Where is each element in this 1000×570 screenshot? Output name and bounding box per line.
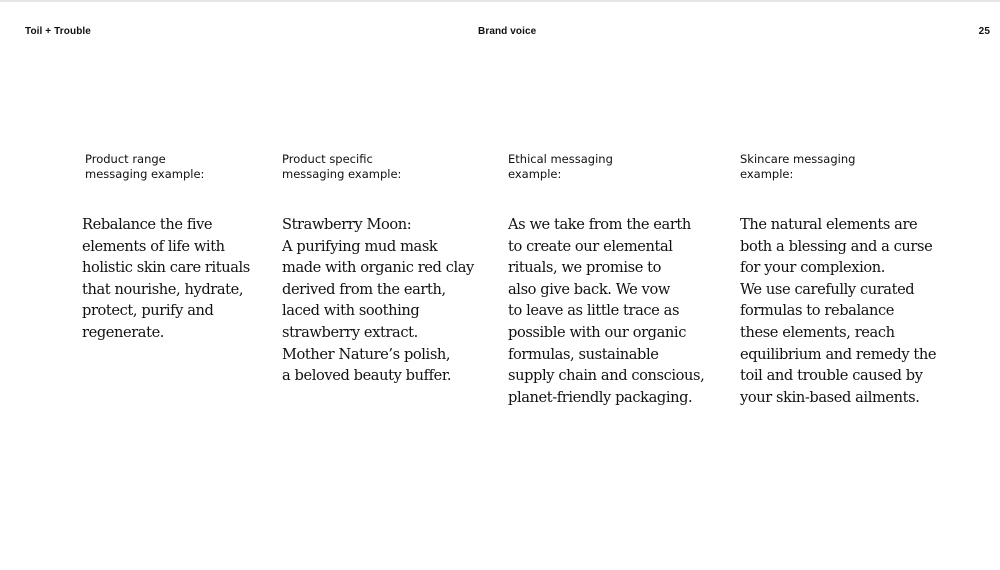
body-line: your skin-based ailments. [740,388,920,406]
body-line: regenerate. [82,323,165,341]
body-line: for your complexion. [740,259,886,277]
body-line: laced with soothing [282,302,420,320]
body-line: protect, purify and [82,302,214,320]
column-body [282,214,474,387]
body-line: As we take from the earth [508,216,691,233]
column-label [740,152,855,192]
label-line: Product range [85,152,166,166]
section-title: Brand voice [478,26,537,37]
body-line: planet-friendly packaging. [508,388,693,406]
column-label [85,152,204,192]
messaging-column-product-range [82,152,250,341]
body-line: formulas, sustainable [508,345,659,363]
body-line: a beloved beauty buffer. [282,367,452,385]
body-line: both a blessing and a curse [740,237,933,255]
label-line: Ethical messaging [508,152,613,166]
body-line: We use carefully curated [740,280,915,298]
messaging-column-ethical [508,152,705,406]
label-line: messaging example: [85,167,205,181]
label-line: Skincare messaging [740,152,856,166]
body-line: made with organic red clay [282,259,474,277]
body-line: also give back. We vow [508,280,670,298]
label-line: example: [508,167,562,181]
body-line: Strawberry Moon: [282,216,412,233]
brand-name: Toil + Trouble [25,26,91,37]
body-line: to leave as little trace as [508,302,680,320]
body-line: strawberry extract. [282,323,418,341]
body-line: elements of life with [82,237,225,255]
column-body [508,214,704,408]
body-line: holistic skin care rituals [82,259,250,277]
page-number: 25 [978,26,990,37]
messaging-column-skincare [740,152,937,406]
body-line: rituals, we promise to [508,259,662,277]
body-line: these elements, reach [740,323,895,341]
column-label [508,152,613,192]
body-line: equilibrium and remedy the [740,345,937,363]
messaging-column-product-specific [282,152,474,385]
body-line: to create our elemental [508,237,673,255]
body-line: formulas to rebalance [740,302,895,320]
column-body [740,214,936,408]
body-line: that nourishe, hydrate, [82,280,244,298]
column-label [282,152,401,192]
label-line: Product specific [282,152,373,166]
column-body [82,214,250,344]
body-line: Mother Nature’s polish, [282,345,451,363]
body-line: Rebalance the five [82,216,213,233]
body-line: A purifying mud mask [282,237,438,255]
body-line: toil and trouble caused by [740,367,923,385]
label-line: example: [740,167,794,181]
body-line: derived from the earth, [282,280,446,298]
top-divider [0,0,1000,2]
body-line: possible with our organic [508,323,686,341]
body-line: The natural elements are [740,216,918,233]
body-line: supply chain and conscious, [508,367,705,385]
label-line: messaging example: [282,167,402,181]
